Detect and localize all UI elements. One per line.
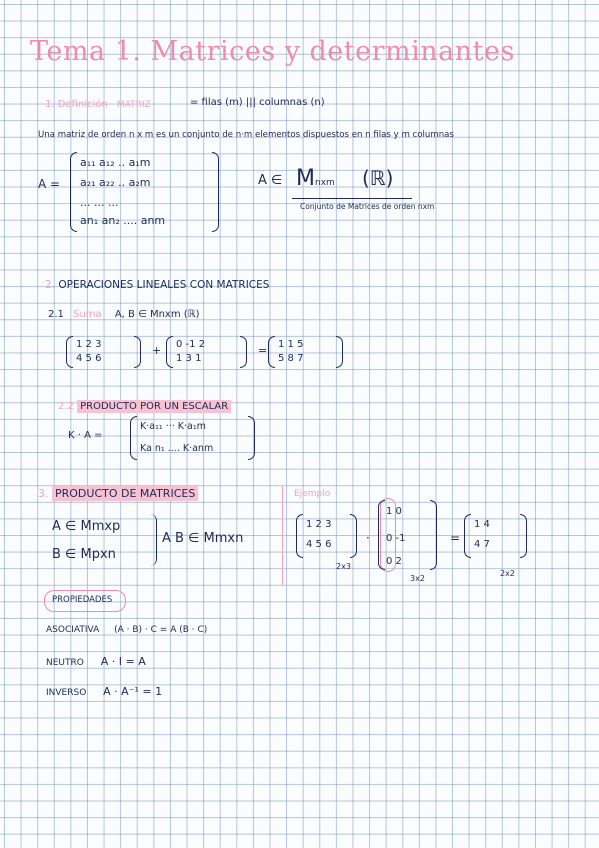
product-line-2: B ∈ Mpxn bbox=[52, 547, 116, 562]
example-divider bbox=[282, 486, 283, 586]
ex-m2-row-3: 0 2 bbox=[386, 556, 402, 567]
matrix-a-label: A = bbox=[38, 177, 61, 191]
scalar-row-1: K·a₁₁ ··· K·a₁m bbox=[140, 421, 206, 432]
set-caption: Conjunto de Matrices de orden nxm bbox=[300, 202, 435, 211]
matrix-a-row-3: ... ... ... bbox=[80, 196, 119, 209]
ex-m3-right bbox=[520, 514, 527, 558]
property-inverse-name: INVERSO bbox=[46, 688, 87, 698]
product-brace bbox=[150, 514, 157, 566]
ex-m3-dimension: 2x2 bbox=[500, 569, 515, 578]
property-inverse bbox=[46, 686, 162, 698]
ex-dot: · bbox=[366, 531, 370, 545]
ex-m2-row-1: 1 0 bbox=[386, 506, 402, 517]
product-line-1: A ∈ Mmxp bbox=[52, 519, 121, 534]
ex-m1-row-1: 1 2 3 bbox=[306, 519, 332, 530]
sum-condition: A, B ∈ Mnxm (ℝ) bbox=[114, 309, 200, 320]
sum-m1-row-2: 4 5 6 bbox=[76, 353, 102, 364]
section-2-heading bbox=[45, 280, 269, 291]
subsection-2-2-number: 2.2 bbox=[58, 401, 74, 412]
property-associative bbox=[46, 626, 207, 635]
scalar-label: K · A = bbox=[68, 430, 103, 441]
definition-label: 1. Definición bbox=[45, 99, 108, 110]
property-associative-name: ASOCIATIVA bbox=[46, 625, 100, 635]
set-m-subscript: nxm bbox=[314, 178, 335, 188]
sum-m3-row-1: 1 1 5 bbox=[278, 339, 304, 350]
ex-m2-left bbox=[378, 500, 385, 570]
sum-m2-row-2: 1 3 1 bbox=[176, 353, 202, 364]
section-2-number: 2. bbox=[45, 279, 56, 291]
scalar-row-2: Ka n₁ .... K·anm bbox=[140, 443, 214, 454]
sum-m3-row-2: 5 8 7 bbox=[278, 353, 304, 364]
sum-m1-right bbox=[134, 336, 141, 368]
ex-equals: = bbox=[450, 531, 461, 545]
ex-m2-row-2: 0 -1 bbox=[386, 533, 406, 544]
scalar-matrix-right bbox=[248, 416, 255, 460]
section-3-title: PRODUCTO DE MATRICES bbox=[52, 486, 198, 501]
section-3-number: 3. bbox=[38, 487, 49, 500]
sum-m1-left bbox=[66, 336, 73, 368]
scalar-product-title: PRODUCTO POR UN ESCALAR bbox=[77, 400, 231, 413]
membership-label: A ∈ bbox=[258, 173, 283, 188]
ex-m3-left bbox=[464, 514, 471, 558]
sum-m2-left bbox=[166, 336, 173, 368]
property-neutral-name: NEUTRO bbox=[46, 658, 84, 668]
ex-m1-left bbox=[296, 514, 303, 558]
sum-m3-right bbox=[336, 336, 343, 368]
real-set-label: (ℝ) bbox=[362, 166, 394, 190]
sum-m3-left bbox=[268, 336, 275, 368]
ex-m1-right bbox=[350, 514, 357, 558]
set-m-letter: M bbox=[296, 166, 315, 191]
matrix-a-row-1: a₁₁ a₁₂ .. a₁m bbox=[80, 156, 151, 169]
subsection-2-2 bbox=[58, 402, 231, 412]
sum-m2-row-1: 0 -1 2 bbox=[176, 339, 206, 350]
sum-plus: + bbox=[152, 344, 162, 357]
property-neutral-formula: A · I = A bbox=[100, 655, 146, 668]
scalar-matrix-left bbox=[130, 416, 137, 460]
set-underline bbox=[292, 198, 412, 199]
sum-m2-right bbox=[240, 336, 247, 368]
matrix-a-row-2: a₂₁ a₂₂ .. a₂m bbox=[80, 176, 151, 189]
sum-keyword: Suma bbox=[73, 309, 102, 320]
section-2-title: OPERACIONES LINEALES CON MATRICES bbox=[58, 279, 270, 291]
properties-label: PROPIEDADES bbox=[52, 595, 113, 605]
subsection-2-1 bbox=[48, 310, 200, 320]
page-title: Tema 1. Matrices y determinantes bbox=[30, 36, 515, 67]
ex-m1-dimension: 2x3 bbox=[336, 562, 351, 571]
matrix-a-left-bracket bbox=[70, 152, 77, 232]
matrix-a-row-4: an₁ an₂ .... anm bbox=[80, 214, 166, 227]
ex-m2-dimension: 3x2 bbox=[410, 574, 425, 583]
property-associative-formula: (A · B) · C = A (B · C) bbox=[114, 625, 208, 635]
sum-equals: = bbox=[258, 344, 268, 357]
property-inverse-formula: A · A⁻¹ = 1 bbox=[103, 685, 163, 698]
matrix-keyword: MATRIZ bbox=[116, 100, 151, 110]
sum-m1-row-1: 1 2 3 bbox=[76, 339, 102, 350]
subsection-2-1-number: 2.1 bbox=[48, 309, 64, 320]
set-m-label bbox=[296, 168, 335, 190]
ex-m3-row-2: 4 7 bbox=[474, 539, 490, 550]
section-1-number bbox=[45, 100, 151, 110]
example-label: Ejemplo bbox=[294, 489, 331, 499]
property-neutral bbox=[46, 656, 146, 668]
ex-m2-right bbox=[430, 500, 437, 570]
definition-sentence: Una matriz de orden n x m es un conjunto de n·m elementos dispuestos en n filas y m columnas bbox=[38, 130, 454, 140]
ex-m3-row-1: 1 4 bbox=[474, 519, 490, 530]
matrix-a-right-bracket bbox=[212, 152, 219, 232]
ex-m1-row-2: 4 5 6 bbox=[306, 539, 332, 550]
product-result: A B ∈ Mmxn bbox=[162, 531, 244, 546]
definition-equation: = filas (m) ||| columnas (n) bbox=[190, 97, 325, 108]
section-3-heading bbox=[38, 488, 198, 499]
